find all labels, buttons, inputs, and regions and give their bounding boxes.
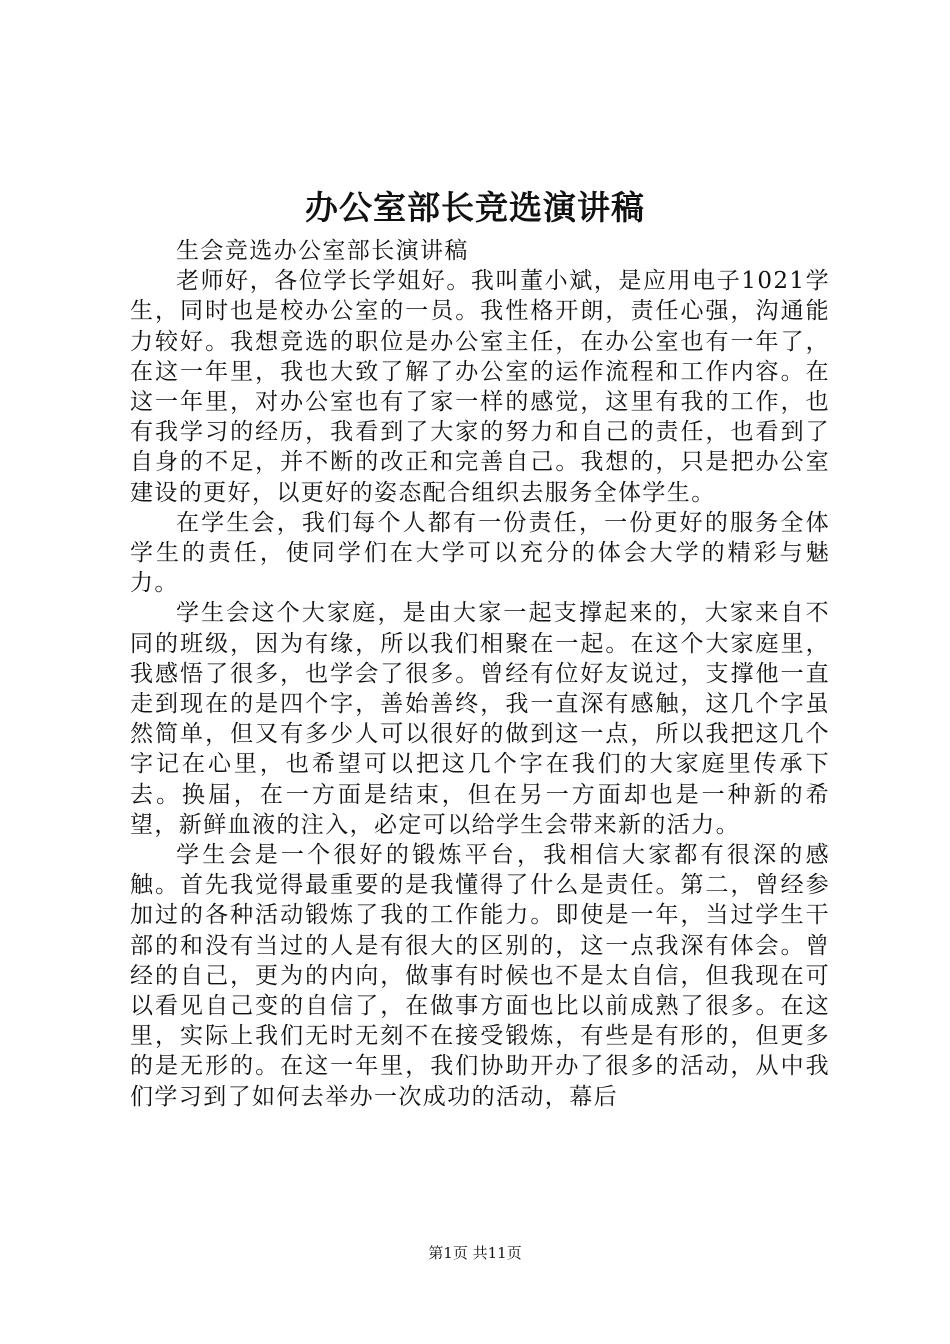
paragraph-introduction: 老师好，各位学长学姐好。我叫董小斌，是应用电子1021学生，同时也是校办公室的一员。我性格开朗，责任心强，沟通能力较好。我想竞选的职位是办公室主任，在办公室也有一年了，在这一年里，我也大致了解了办公室的运作流程和工作内容。在这一年里，对办公室也有了家一样的感觉，这里有我的工作，也有我学习的经历，我看到了大家的努力和自己的责任，也看到了自身的不足，并不断的改正和完善自己。我想的，只是把办公室建设的更好，以更好的姿态配合组织去服务全体学生。: [130, 268, 830, 506]
page-number-footer: 第1页 共11页: [428, 1244, 522, 1262]
paragraph-family: 学生会这个大家庭，是由大家一起支撑起来的，大家来自不同的班级，因为有缘，所以我们相聚在一起。在这个大家庭里，我感悟了很多，也学会了很多。曾经有位好友说过，支撑他一直走到现在的是四个字，善始善终，我一直深有感触，这几个字虽然简单，但又有多少人可以很好的做到这一点，所以我把这几个字记在心里，也希望可以把这几个字在我们的大家庭里传承下去。换届，在一方面是结束，但在另一方面却也是一种新的希望，新鲜血液的注入，必定可以给学生会带来新的活力。: [130, 600, 830, 838]
document-body: [130, 236, 830, 1112]
paragraph-training: 学生会是一个很好的锻炼平台，我相信大家都有很深的感触。首先我觉得最重要的是我懂得了什么是责任。第二，曾经参加过的各种活动锻炼了我的工作能力。即使是一年，当过学生干部的和没有当过的人是有很大的区别的，这一点我深有体会。曾经的自己，更为的内向，做事有时候也不是太自信，但我现在可以看见自己变的自信了，在做事方面也比以前成熟了很多。在这里，实际上我们无时无刻不在接受锻炼，有些是有形的，但更多的是无形的。在这一年里，我们协助开办了很多的活动，从中我们学习到了如何去举办一次成功的活动，幕后: [130, 842, 830, 1110]
paragraph-responsibility: 在学生会，我们每个人都有一份责任，一份更好的服务全体学生的责任，使同学们在大学可以充分的体会大学的精彩与魅力。: [130, 509, 830, 597]
paragraph-subtitle: 生会竞选办公室部长演讲稿: [176, 238, 469, 264]
document-title: 办公室部长竞选演讲稿: [305, 188, 645, 227]
